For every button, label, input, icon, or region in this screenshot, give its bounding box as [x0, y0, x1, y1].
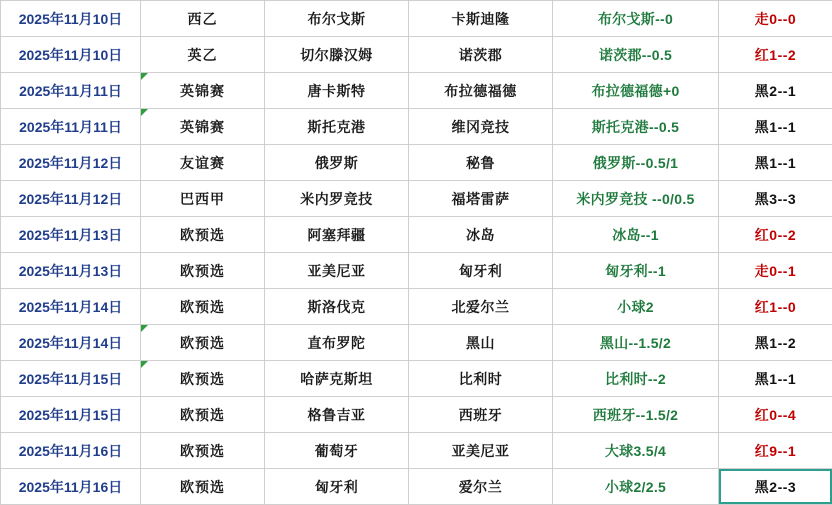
cell-handicap: 冰岛--1 — [553, 217, 719, 253]
cell-away-team: 福塔雷萨 — [409, 181, 553, 217]
cell-league: 欧预选 — [141, 253, 265, 289]
cell-result: 走0--0 — [719, 1, 832, 37]
cell-home-team: 哈萨克斯坦 — [265, 361, 409, 397]
cell-date: 2025年11月15日 — [1, 361, 141, 397]
cell-date: 2025年11月13日 — [1, 253, 141, 289]
cell-away-team: 冰岛 — [409, 217, 553, 253]
cell-home-team: 亚美尼亚 — [265, 253, 409, 289]
cell-date: 2025年11月13日 — [1, 217, 141, 253]
cell-date: 2025年11月14日 — [1, 289, 141, 325]
cell-home-team: 米内罗竞技 — [265, 181, 409, 217]
cell-home-team: 斯托克港 — [265, 109, 409, 145]
cell-league: 欧预选 — [141, 289, 265, 325]
cell-handicap: 匈牙利--1 — [553, 253, 719, 289]
cell-handicap: 诺茨郡--0.5 — [553, 37, 719, 73]
cell-date: 2025年11月12日 — [1, 145, 141, 181]
cell-handicap: 米内罗竞技 --0/0.5 — [553, 181, 719, 217]
cell-result: 黑1--1 — [719, 145, 832, 181]
table-row — [1, 469, 832, 505]
table-row — [1, 361, 832, 397]
cell-league: 欧预选 — [141, 433, 265, 469]
cell-date: 2025年11月15日 — [1, 397, 141, 433]
cell-league: 欧预选 — [141, 469, 265, 505]
cell-handicap: 西班牙--1.5/2 — [553, 397, 719, 433]
cell-home-team: 阿塞拜疆 — [265, 217, 409, 253]
cell-league: 英锦赛 — [141, 73, 265, 109]
cell-home-team: 葡萄牙 — [265, 433, 409, 469]
cell-date: 2025年11月14日 — [1, 325, 141, 361]
cell-date: 2025年11月16日 — [1, 469, 141, 505]
cell-home-team: 唐卡斯特 — [265, 73, 409, 109]
cell-away-team: 秘鲁 — [409, 145, 553, 181]
cell-away-team: 北爱尔兰 — [409, 289, 553, 325]
cell-league: 欧预选 — [141, 361, 265, 397]
cell-result: 走0--1 — [719, 253, 832, 289]
cell-home-team: 匈牙利 — [265, 469, 409, 505]
cell-result: 红0--2 — [719, 217, 832, 253]
cell-handicap: 比利时--2 — [553, 361, 719, 397]
cell-league: 英锦赛 — [141, 109, 265, 145]
table-row — [1, 109, 832, 145]
table-row — [1, 73, 832, 109]
cell-result: 红0--4 — [719, 397, 832, 433]
cell-date: 2025年11月11日 — [1, 109, 141, 145]
table-row — [1, 433, 832, 469]
table-row — [1, 1, 832, 37]
cell-date: 2025年11月11日 — [1, 73, 141, 109]
cell-away-team: 爱尔兰 — [409, 469, 553, 505]
table-row — [1, 289, 832, 325]
cell-result: 红1--0 — [719, 289, 832, 325]
cell-home-team: 俄罗斯 — [265, 145, 409, 181]
cell-away-team: 黑山 — [409, 325, 553, 361]
cell-home-team: 斯洛伐克 — [265, 289, 409, 325]
cell-home-team: 直布罗陀 — [265, 325, 409, 361]
table-body — [1, 1, 832, 505]
cell-handicap: 大球3.5/4 — [553, 433, 719, 469]
cell-date: 2025年11月12日 — [1, 181, 141, 217]
table-row — [1, 145, 832, 181]
cell-handicap: 小球2/2.5 — [553, 469, 719, 505]
cell-home-team: 格鲁吉亚 — [265, 397, 409, 433]
cell-league: 欧预选 — [141, 325, 265, 361]
cell-result: 黑3--3 — [719, 181, 832, 217]
cell-league: 巴西甲 — [141, 181, 265, 217]
cell-result: 黑1--2 — [719, 325, 832, 361]
cell-away-team: 布拉德福德 — [409, 73, 553, 109]
cell-away-team: 诺茨郡 — [409, 37, 553, 73]
cell-handicap: 斯托克港--0.5 — [553, 109, 719, 145]
table-row — [1, 325, 832, 361]
cell-league: 欧预选 — [141, 217, 265, 253]
cell-away-team: 比利时 — [409, 361, 553, 397]
cell-result: 红1--2 — [719, 37, 832, 73]
cell-date: 2025年11月10日 — [1, 1, 141, 37]
cell-result: 黑1--1 — [719, 361, 832, 397]
cell-result: 黑2--3 — [719, 469, 832, 505]
table-row — [1, 181, 832, 217]
cell-home-team: 切尔滕汉姆 — [265, 37, 409, 73]
cell-handicap: 小球2 — [553, 289, 719, 325]
cell-result: 红9--1 — [719, 433, 832, 469]
cell-handicap: 俄罗斯--0.5/1 — [553, 145, 719, 181]
cell-away-team: 维冈竞技 — [409, 109, 553, 145]
cell-league: 西乙 — [141, 1, 265, 37]
cell-handicap: 黑山--1.5/2 — [553, 325, 719, 361]
cell-date: 2025年11月16日 — [1, 433, 141, 469]
cell-away-team: 西班牙 — [409, 397, 553, 433]
cell-home-team: 布尔戈斯 — [265, 1, 409, 37]
cell-away-team: 亚美尼亚 — [409, 433, 553, 469]
cell-handicap: 布拉德福德+0 — [553, 73, 719, 109]
cell-league: 英乙 — [141, 37, 265, 73]
table-row — [1, 397, 832, 433]
table-row — [1, 37, 832, 73]
cell-result: 黑2--1 — [719, 73, 832, 109]
cell-league: 欧预选 — [141, 397, 265, 433]
table-row — [1, 217, 832, 253]
cell-handicap: 布尔戈斯--0 — [553, 1, 719, 37]
cell-league: 友谊赛 — [141, 145, 265, 181]
cell-away-team: 匈牙利 — [409, 253, 553, 289]
table-row — [1, 253, 832, 289]
cell-date: 2025年11月10日 — [1, 37, 141, 73]
cell-result: 黑1--1 — [719, 109, 832, 145]
cell-away-team: 卡斯迪隆 — [409, 1, 553, 37]
